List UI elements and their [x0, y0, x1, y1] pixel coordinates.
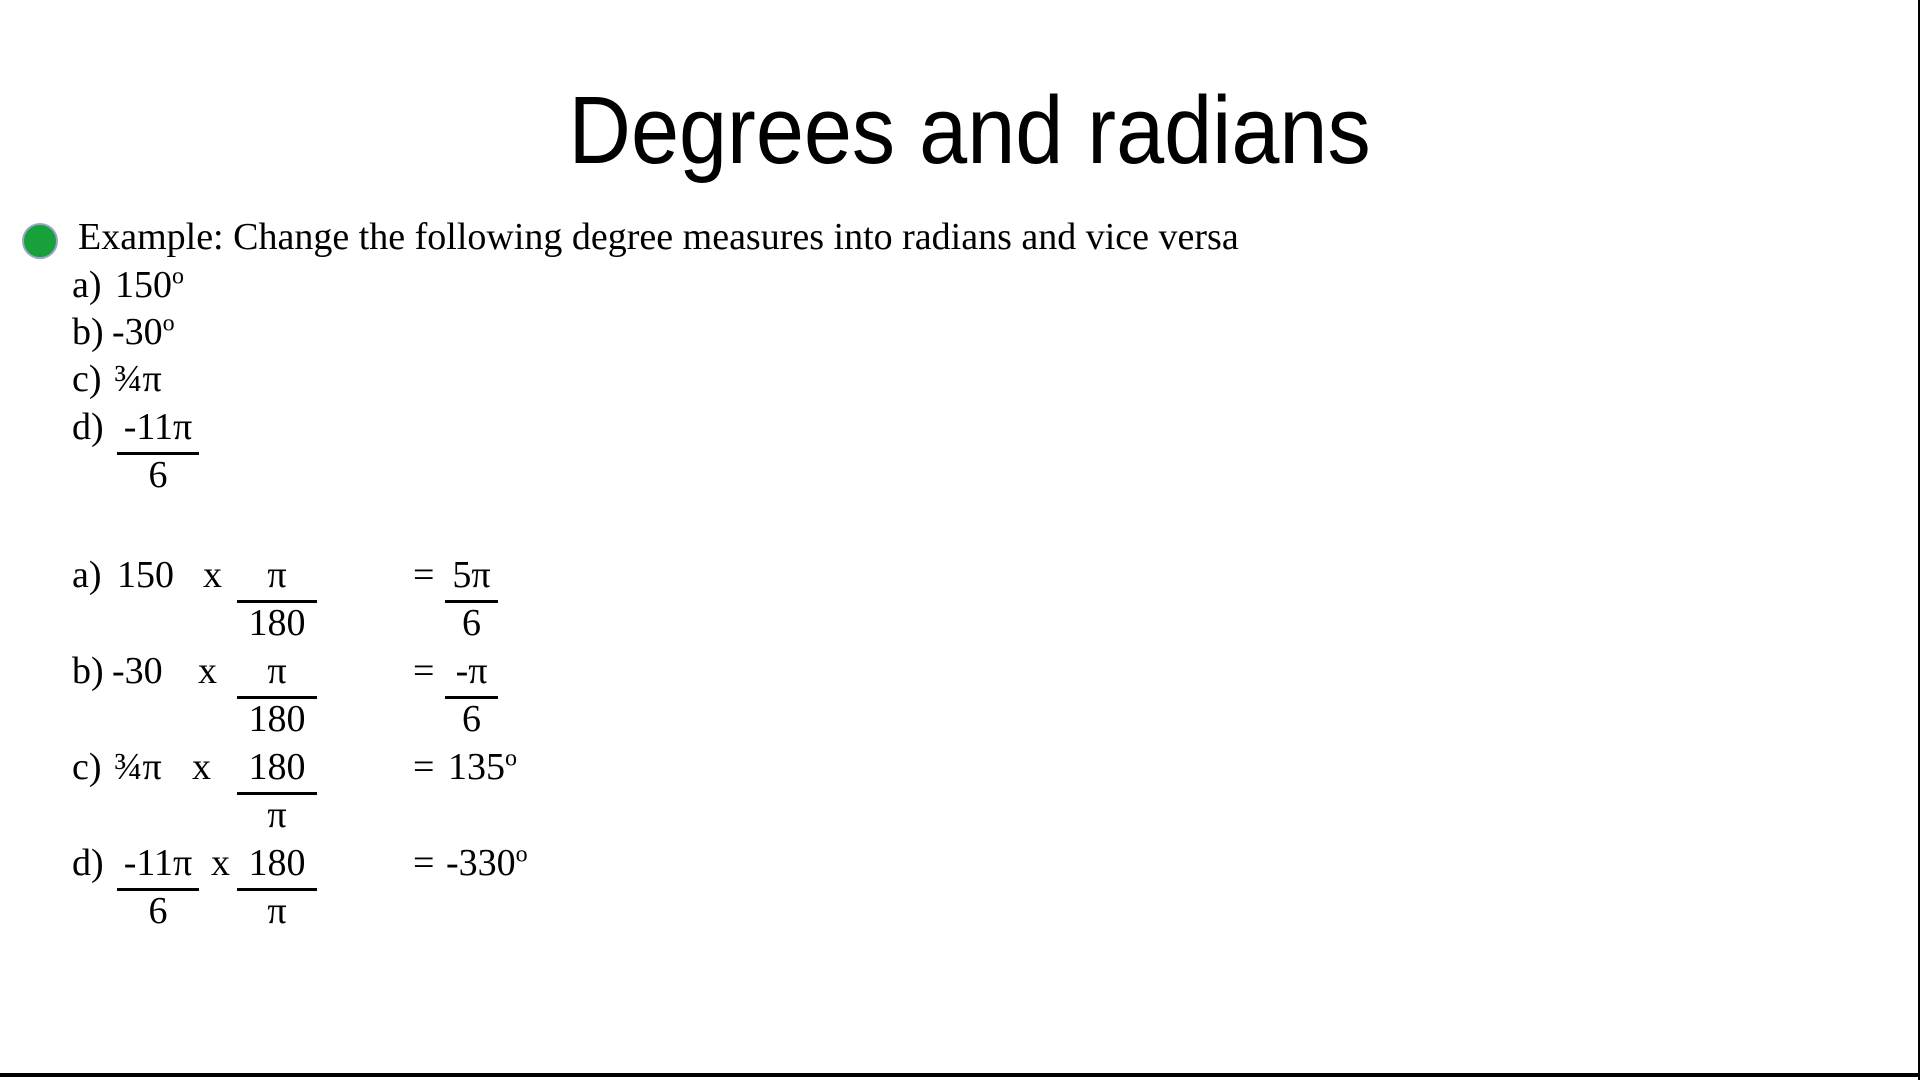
solution-a-label: a)	[72, 554, 102, 596]
fraction-numerator: π	[237, 652, 317, 699]
problem-b-value	[112, 310, 175, 353]
solution-c-times: x	[192, 746, 211, 788]
solution-a-value: 150	[117, 554, 174, 596]
degree-superscript: o	[162, 310, 175, 337]
fraction-numerator: 5π	[445, 556, 498, 603]
fraction-numerator: -π	[445, 652, 498, 699]
solution-d-mult-fraction	[237, 844, 317, 930]
problem-b-label: b)	[72, 311, 104, 353]
problem-d-label: d)	[72, 406, 104, 448]
solution-d-result-number: -330	[446, 842, 516, 884]
degree-superscript: o	[515, 841, 528, 868]
fraction-denominator: 6	[462, 698, 481, 740]
solution-b-result-fraction	[445, 652, 498, 738]
solution-c-equals: =	[413, 746, 435, 788]
solution-c-value: ¾π	[114, 746, 162, 788]
solution-b-times: x	[198, 650, 217, 692]
solution-d-value-fraction	[117, 844, 199, 930]
solution-a-equals: =	[413, 554, 435, 596]
solution-d-times: x	[211, 842, 230, 884]
solution-c-result	[448, 745, 517, 788]
solution-d-equals: =	[413, 842, 435, 884]
page-title	[0, 77, 1920, 184]
solution-c-result-number: 135	[448, 746, 505, 788]
problem-a-value	[115, 263, 184, 306]
fraction-numerator: -11π	[117, 408, 199, 455]
problem-c-label: c)	[72, 358, 102, 400]
fraction-numerator: π	[237, 556, 317, 603]
solution-b-equals: =	[413, 650, 435, 692]
solution-a-mult-fraction	[237, 556, 317, 642]
fraction-denominator: π	[267, 794, 287, 836]
problem-c-value: ¾π	[114, 358, 162, 400]
solution-b-label: b)	[72, 650, 104, 692]
degree-superscript: o	[505, 745, 517, 772]
fraction-numerator: 180	[237, 844, 317, 891]
fraction-numerator: -11π	[117, 844, 199, 891]
fraction-denominator: 180	[248, 602, 306, 644]
fraction-denominator: 6	[462, 602, 481, 644]
problem-a-label: a)	[72, 264, 102, 306]
solution-b-mult-fraction	[237, 652, 317, 738]
problem-a-number: 150	[115, 264, 172, 306]
fraction-denominator: 6	[148, 890, 168, 932]
problem-b-number: -30	[112, 311, 163, 353]
solution-b-value: -30	[112, 650, 163, 692]
degree-superscript: o	[172, 263, 184, 290]
solution-c-label: c)	[72, 746, 102, 788]
slide-bottom-edge	[0, 1073, 1920, 1077]
example-heading: Example: Change the following degree measures into radians and vice versa	[78, 216, 1239, 258]
fraction-denominator: π	[267, 890, 287, 932]
fraction-denominator: 6	[148, 454, 168, 496]
fraction-denominator: 180	[248, 698, 306, 740]
solution-c-mult-fraction	[237, 748, 317, 834]
green-bullet-icon	[22, 223, 58, 259]
solution-d-result	[446, 841, 528, 884]
fraction-numerator: 180	[237, 748, 317, 795]
solution-a-result-fraction	[445, 556, 498, 642]
problem-d-fraction	[117, 408, 199, 494]
solution-d-label: d)	[72, 842, 104, 884]
solution-a-times: x	[203, 554, 222, 596]
page-title-text: Degrees and radians	[568, 77, 1372, 184]
